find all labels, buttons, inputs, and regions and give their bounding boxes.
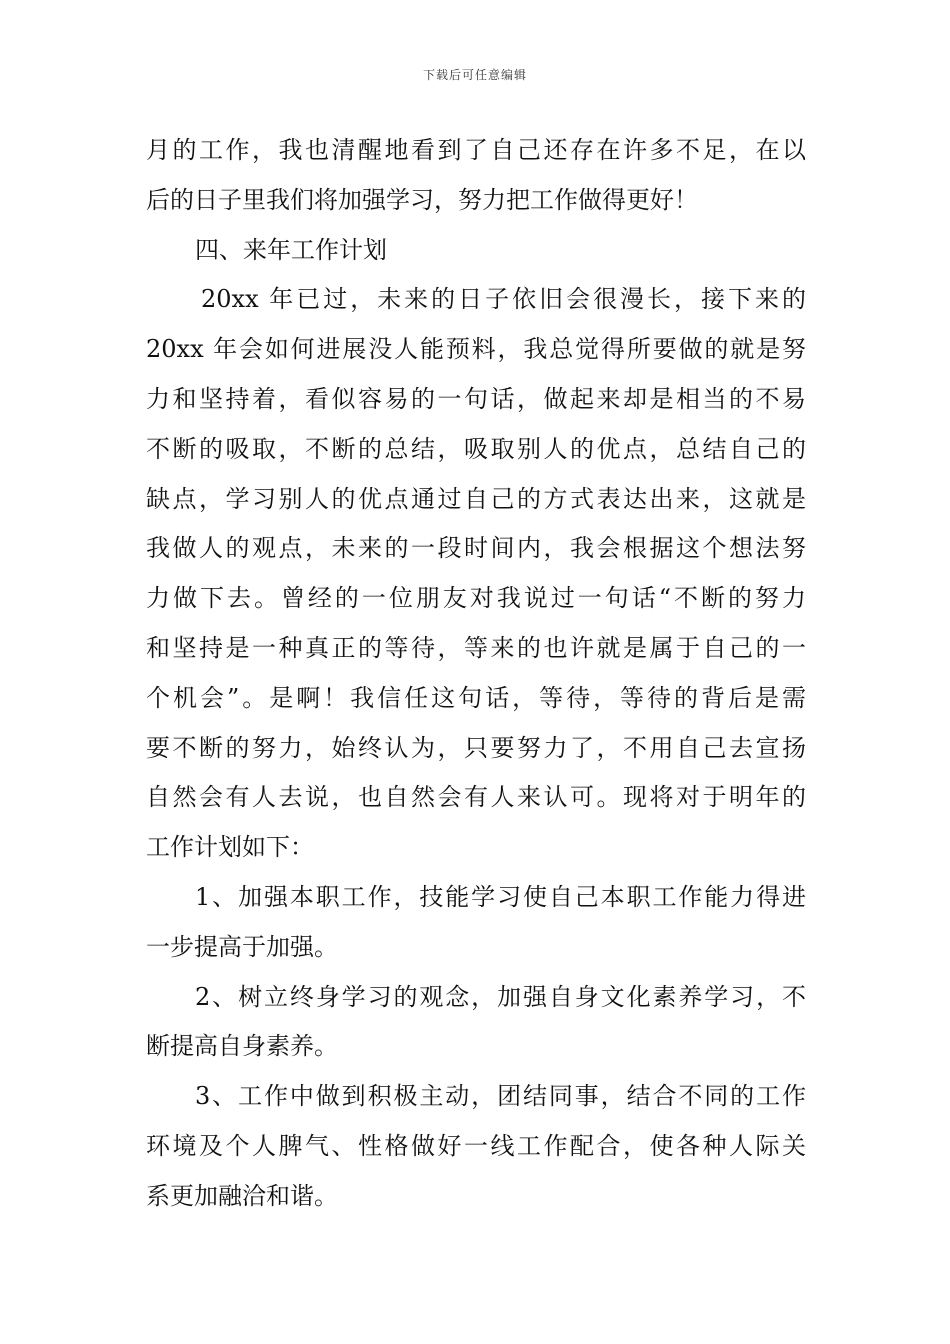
text-line: 断提高自身素养。 [146,1032,338,1061]
text-line: 月的工作，我也清醒地看到了自己还存在许多不足，在以 [146,136,806,164]
header-note: 下载后可任意编辑 [422,68,527,82]
text-line: 一步提高于加强。 [146,932,338,961]
text-line: 我做人的观点，未来的一段时间内，我会根据这个想法努 [146,534,806,563]
text-line: 工作计划如下： [146,833,314,862]
text-line: 环境及个人脾气、性格做好一线工作配合，使各种人际关 [146,1131,806,1160]
document-body [146,126,806,1222]
text-line: 20xx 年会如何进展没人能预料，我总觉得所要做的就是努 [146,335,806,364]
text-line: 个机会”。是啊！我信任这句话，等待，等待的背后是需 [146,683,806,712]
text-line: 四、来年工作计划 [195,235,387,264]
text-line: 缺点，学习别人的优点通过自己的方式表达出来，这就是 [146,484,806,513]
text-line: 力和坚持着，看似容易的一句话，做起来却是相当的不易 [146,384,806,413]
text-line: 不断的吸取，不断的总结，吸取别人的优点，总结自己的 [146,434,806,463]
text-line: 2、树立终身学习的观念，加强自身文化素养学习，不 [195,982,806,1011]
text-line: 系更加融洽和谐。 [146,1181,338,1210]
text-line: 和坚持是一种真正的等待，等来的也许就是属于自己的一 [146,633,806,662]
text-line: 3、工作中做到积极主动，团结同事，结合不同的工作 [195,1082,806,1111]
text-line: 20xx 年已过，未来的日子依旧会很漫长，接下来的 [201,285,806,314]
text-line: 后的日子里我们将加强学习，努力把工作做得更好！ [146,185,698,214]
text-line: 力做下去。曾经的一位朋友对我说过一句话“不断的努力 [146,584,806,613]
text-line: 1、加强本职工作，技能学习使自己本职工作能力得进 [195,882,806,911]
text-line: 要不断的努力，始终认为，只要努力了，不用自己去宣扬 [146,733,806,762]
text-line: 自然会有人去说，也自然会有人来认可。现将对于明年的 [146,783,806,812]
